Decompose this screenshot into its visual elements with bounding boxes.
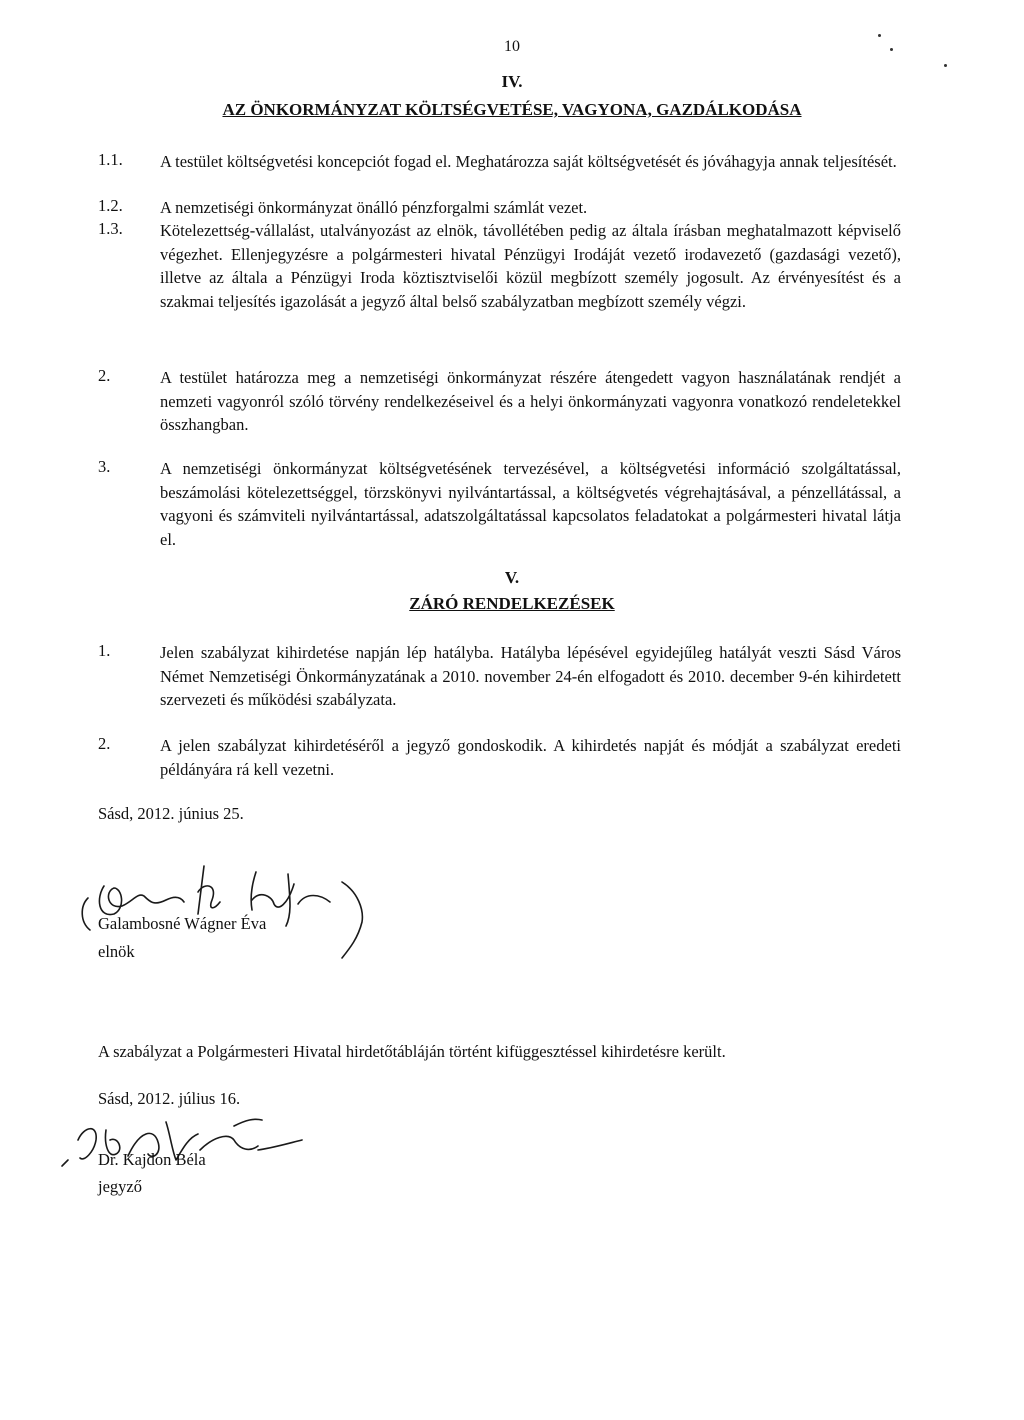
item-number: 2. bbox=[98, 366, 111, 385]
signer-role: elnök bbox=[98, 942, 135, 961]
scan-speck bbox=[878, 34, 881, 37]
date-line: Sásd, 2012. június 25. bbox=[98, 804, 244, 823]
item-number: 1.3. bbox=[98, 219, 123, 238]
section-5-title: ZÁRÓ RENDELKEZÉSEK bbox=[409, 594, 615, 613]
signer-name: Galambosné Wágner Éva bbox=[98, 914, 267, 933]
signer-role: jegyző bbox=[98, 1177, 142, 1196]
date-line: Sásd, 2012. július 16. bbox=[98, 1089, 241, 1108]
item-number: 1.1. bbox=[98, 150, 123, 169]
item-text: A nemzetiségi önkormányzat költségvetésének tervezésével, a költségvetési információ szolgáltatással, beszámolási kötelezettséggel, törzskönyvi nyilvántartással, a költségvetés végrehajtásával, a pénzellátással, a vagyoni és számviteli nyilvántartással, adatszolgáltatással kapcsolatos feladatokat a polgármesteri hivatal látja el. bbox=[160, 459, 901, 549]
item-text: A testület költségvetési koncepciót fogad el. Meghatározza saját költségvetését és jóváhagyja annak teljesítését. bbox=[160, 152, 897, 171]
section-4-number: IV. bbox=[501, 72, 523, 91]
item-text: A jelen szabályzat kihirdetéséről a jegyző gondoskodik. A kihirdetés napját és módját a szabályzat eredeti példányára rá kell vezetni. bbox=[160, 736, 901, 779]
item-text: A nemzetiségi önkormányzat önálló pénzforgalmi számlát vezet. bbox=[160, 198, 588, 217]
announcement-text: A szabályzat a Polgármesteri Hivatal hirdetőtábláján történt kifüggesztéssel kihirdetésre került. bbox=[98, 1042, 726, 1061]
page-number: 10 bbox=[504, 38, 520, 55]
scan-speck bbox=[944, 64, 947, 67]
scan-speck bbox=[890, 48, 893, 51]
item-text: Kötelezettség-vállalást, utalványozást az elnök, távollétében pedig az általa írásban meghatalmazott képviselő végezhet. Ellenjegyzésre a polgármesteri hivatal Pénzügyi Irodáját vezető irodavezető (gazdasági vezető), illetve az általa a Pénzügyi Iroda köztisztviselői közül megbízott személy jogosult. Az érvényesítést és a szakmai teljesítés igazolását a jegyző által belső szabályzatban megbízott személy végzi. bbox=[160, 221, 901, 311]
section-4-title: AZ ÖNKORMÁNYZAT KÖLTSÉGVETÉSE, VAGYONA, GAZDÁLKODÁSA bbox=[222, 100, 802, 119]
item-text: Jelen szabályzat kihirdetése napján lép hatályba. Hatályba lépésével egyidejűleg hatályát veszti Sásd Város Német Nemzetiségi Önkormányzatának a 2010. november 24-én elfogadott és 2010. december 9-én kihirdetett szervezeti és működési szabályzata. bbox=[160, 643, 901, 709]
item-number: 1. bbox=[98, 641, 111, 660]
section-5-number: V. bbox=[504, 568, 520, 587]
item-number: 2. bbox=[98, 734, 111, 753]
item-text: A testület határozza meg a nemzetiségi önkormányzat részére átengedett vagyon használatának rendjét a nemzeti vagyonról szóló törvény rendelkezéseivel és a helyi önkormányzati vagyonra vonatkozó rendeletekkel összhangban. bbox=[160, 368, 901, 434]
item-number: 1.2. bbox=[98, 196, 123, 215]
item-number: 3. bbox=[98, 457, 111, 476]
signer-name: Dr. Kajdon Béla bbox=[98, 1150, 206, 1169]
